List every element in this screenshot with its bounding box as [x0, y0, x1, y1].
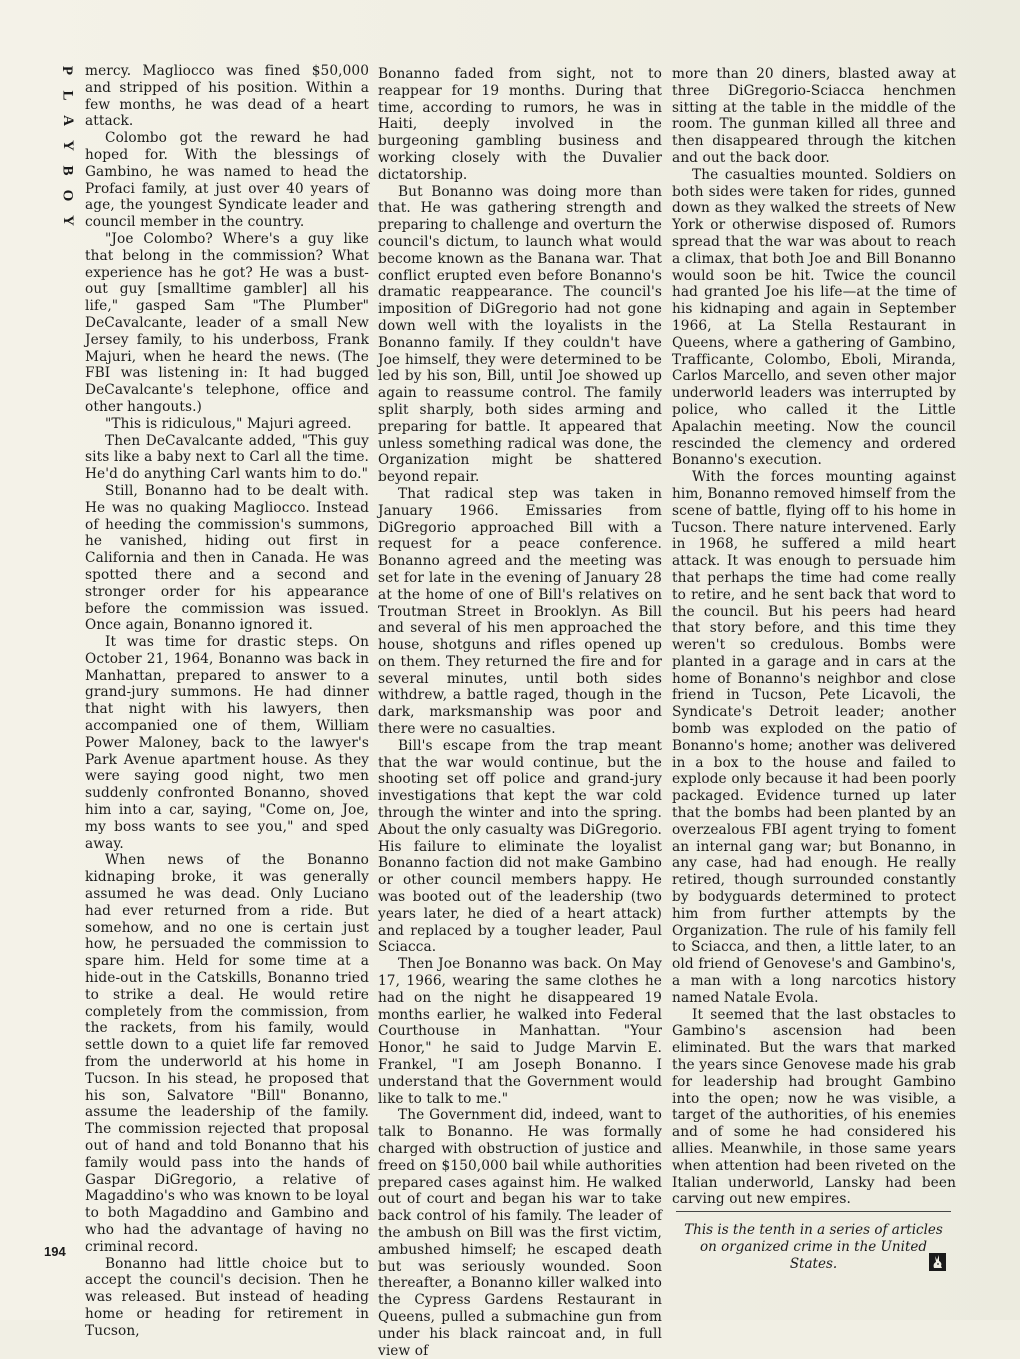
paragraph: Still, Bonanno had to be dealt with. He was no quaking Magliocco. Instead of heeding the commission's summons, he vanished, hiding out first in California and then in Canada. He was spotted there and a second and stronger order for his appearance before the commission was issued. Once again, Bonanno ignored it.: [85, 482, 369, 634]
paragraph: When news of the Bonanno kidnaping broke, it was generally assumed he was dead. Only Luciano had ever returned from a ride. But somehow, and no one is certain just how, he persuaded the commission to spare him. Held for some time at a hide-out in the Catskills, Bonanno tried to strike a deal. He would retire completely from the commission, from the rackets, from his family, would settle down to a quiet life far removed from the underworld at his home in Tucson. In his stead, he proposed that his son, Salvatore "Bill" Bonanno, assume the leadership of the family. The commission rejected that proposal out of hand and told Bonanno that his family would pass into the hands of Gaspar DiGregorio, a relative of Magaddino's who was known to be loyal to both Magaddino and Gambino and who had the advantage of having no criminal record.: [85, 852, 369, 1255]
paragraph: Then DeCavalcante added, "This guy sits like a baby next to Carl all the time. He'd do anything Carl wants him to do.": [85, 432, 369, 483]
paragraph: The casualties mounted. Soldiers on both sides were taken for rides, gunned down as they walked the streets of New York or otherwise disposed of. Rumors spread that the war was about to reach a climax, that both Joe and Bill Bonanno would soon be hit. Twice the council had granted Joe his life—at the time of his kidnaping and again in September 1966, at La Stella Restaurant in Queens, where a gathering of Gambino, Trafficante, Colombo, Eboli, Miranda, Carlos Marcello, and seven other major underworld leaders was interrupted by police, who called it the Little Apalachin meeting. Now the council rescinded the clemency and ordered Bonanno's execution.: [672, 166, 956, 469]
paragraph: With the forces mounting against him, Bonanno removed himself from the scene of battle, flying off to his home in Tucson. There nature intervened. Early in 1968, he suffered a mild heart attack. It was enough to persuade him that perhaps the time had come really to retire, and he sent back that word to the council. But his peers had heard that story before, and this time they weren't so credulous. Bombs were planted in a garage and in cars at the home of Bonanno's neighbor and close friend in Tucson, Pete Licavoli, the Syndicate's Detroit leader; another bomb was exploded on the patio of Bonanno's home; another was delivered in a box to the house and failed to explode only because it had been poorly packaged. Evidence turned up later that the bombs had been planted by an overzealous FBI agent trying to foment an internal gang war; but Bonanno, in any case, had had enough. He really retired, though surrounded constantly by bodyguards determined to protect him from further attempts by the Organization. The rule of his family fell to Sciacca, and then, a little later, to an old friend of Genovese's and Gambino's, a man with a long narcotics history named Natale Evola.: [672, 469, 956, 1006]
paragraph: Then Joe Bonanno was back. On May 17, 1966, wearing the same clothes he had on the night he disappeared 19 months earlier, he walked into Federal Courthouse in Manhattan. "Your Honor," he said to Judge Marvin E. Frankel, "I am Joseph Bonanno. I understand that the Government would like to talk to me.": [378, 956, 662, 1107]
paragraph: "Joe Colombo? Where's a guy like that belong in the commission? What experience has he got? He was a bust-out guy [smalltime gambler] all his life," gasped Sam "The Plumber" DeCavalcante, leader of a small New Jersey family, to his underboss, Frank Majuri, when he heard the news. (The FBI was listening in: It had bugged DeCavalcante's telephone, office and other hangouts.): [85, 230, 369, 415]
logo-letter: Y: [59, 215, 76, 226]
article-column-3: [672, 66, 956, 1208]
article-column-1: [85, 63, 369, 1340]
paragraph: That radical step was taken in January 1966. Emissaries from DiGregorio approached Bill with a request for a peace conference. Bonanno agreed and the meeting was set for late in the evening of January 28 at the home of one of Bill's relatives on Troutman Street in Brooklyn. As Bill and several of his men approached the house, shotguns and rifles opened up on them. They returned the fire and for several minutes, until both sides withdrew, a battle raged, though in the dark, marksmanship was poor and there were no casualties.: [378, 485, 662, 738]
paragraph: It seemed that the last obstacles to Gambino's ascension had been eliminated. But the wars that marked the years since Genovese made his grab for leadership had brought Gambino into the open; now he was visible, a target of the authorities, of his enemies and of some he had considered his allies. Meanwhile, in those same years when attention had been riveted on the Italian underworld, Lansky had been carving out new empires.: [672, 1006, 956, 1208]
paragraph: Bill's escape from the trap meant that the war would continue, but the shooting set off police and grand-jury investigations that kept the war cold through the winter and into the spring. About the only casualty was DiGregorio. His failure to eliminate the loyalist Bonanno faction did not make Gambino or other council members happy. He was booted out of the leadership (two years later, he died of a heart attack) and replaced by a tougher leader, Paul Sciacca.: [378, 737, 662, 956]
logo-letter: O: [59, 189, 76, 202]
page-number: 194: [44, 1244, 66, 1259]
paragraph: more than 20 diners, blasted away at three DiGregorio-Sciacca henchmen sitting at the table in the middle of the room. The gunman killed all three and then disappeared through the kitchen and out the back door.: [672, 66, 956, 166]
series-note: This is the tenth in a series of articles on organized crime in the United States.: [676, 1211, 951, 1273]
logo-letter: P: [59, 65, 76, 76]
paragraph: But Bonanno was doing more than that. He was gathering strength and preparing to challenge and overturn the council's dictum, to launch what would become known as the Banana war. That conflict erupted even before Bonanno's dramatic reappearance. The council's imposition of DiGregorio had not gone down well with the loyalists in the Bonanno family. If they couldn't have Joe himself, they were determined to be led by his son, Bill, until Joe showed up again to reassume control. The family split sharply, both sides arming and preparing for battle. It appeared that unless something radical was done, the Organization might be shattered beyond repair.: [378, 183, 662, 486]
logo-letter: Y: [59, 140, 76, 151]
paragraph: Colombo got the reward he had hoped for. With the blessings of Gambino, he was named to head the Profaci family, at just over 40 years of age, the youngest Syndicate leader and council member in the country.: [85, 130, 369, 231]
playboy-vertical-logo: [54, 58, 80, 233]
paragraph: Bonanno faded from sight, not to reappear for 19 months. During that time, according to rumors, he was in Haiti, deeply involved in the burgeoning gambling business and working closely with the Duvalier dictatorship.: [378, 66, 662, 183]
paragraph: The Government did, indeed, want to talk to Bonanno. He was formally charged with obstruction of justice and freed on $150,000 bail while authorities prepared cases against him. He walked out of court and began his war to take back control of his family. The leader of the ambush on Bill was the first victim, ambushed himself; he escaped death but was seriously wounded. Soon thereafter, a Bonanno killer walked into the Cypress Gardens Restaurant in Queens, pulled a submachine gun from under his black raincoat and, in full view of: [378, 1107, 662, 1359]
article-column-2: [378, 66, 662, 1359]
rabbit-head-icon: [929, 1253, 946, 1271]
paragraph: "This is ridiculous," Majuri agreed.: [105, 415, 352, 432]
paragraph: Bonanno had little choice but to accept the council's decision. Then he was released. But instead of heading home or heading for retirement in Tucson,: [85, 1255, 369, 1339]
logo-letter: B: [59, 165, 76, 176]
paragraph: It was time for drastic steps. On October 21, 1964, Bonanno was back in Manhattan, prepared to answer to a grand-jury summons. He had dinner that night with his lawyers, then accompanied one of them, William Power Maloney, back to the lawyer's Park Avenue apartment house. As they were saying good night, two men suddenly confronted Bonanno, shoved him into a car, saying, "Come on, Joe, my boss wants to see you," and sped away.: [85, 634, 369, 852]
logo-letter: A: [59, 115, 76, 126]
paragraph: mercy. Magliocco was fined $50,000 and stripped of his position. Within a few months, he was dead of a heart attack.: [85, 63, 369, 130]
logo-letter: L: [59, 90, 76, 101]
